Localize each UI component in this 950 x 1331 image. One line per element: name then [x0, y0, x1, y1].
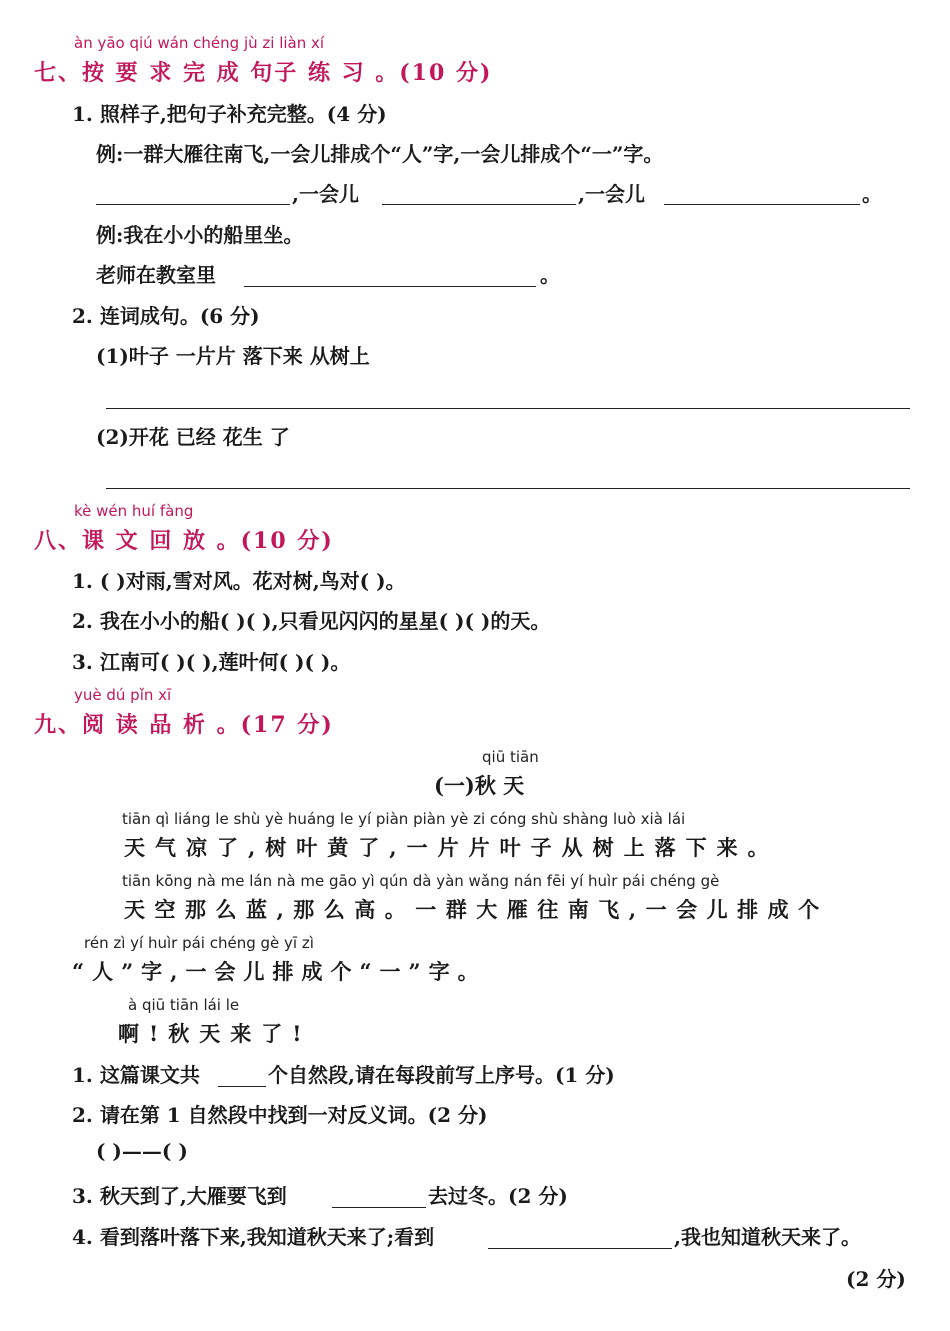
- sec7-q2-1: (1)叶子 一片片 落下来 从树上: [96, 344, 370, 368]
- passage-p4: 啊!秋天来了!: [118, 1021, 312, 1046]
- passage-title: (一)秋 天: [434, 773, 525, 798]
- fill-blank-1[interactable]: [96, 204, 290, 205]
- passage-p3-pinyin: rén zì yí huìr pái chéng gè yī zì: [84, 934, 314, 952]
- fill1-connector-b: ,一会儿: [578, 182, 645, 206]
- fill-blank-paragraph-count[interactable]: [218, 1086, 266, 1087]
- sec9-q4-a: 4. 看到落叶落下来,我知道秋天来了;看到: [72, 1225, 435, 1249]
- sec8-q2: 2. 我在小小的船( )( ),只看见闪闪的星星( )( )的天。: [72, 609, 551, 633]
- answer-line-2[interactable]: [106, 488, 910, 489]
- sec8-pinyin: kè wén huí fàng: [74, 502, 194, 520]
- sec9-q3-b: 去过冬。(2 分): [428, 1184, 568, 1208]
- fill-blank-4[interactable]: [244, 286, 536, 287]
- sec7-q1: 1. 照样子,把句子补充完整。(4 分): [72, 102, 387, 126]
- sec9-q2-pair: ( )——( ): [96, 1139, 188, 1163]
- sec7-example-1: 例:一群大雁往南飞,一会儿排成个“人”字,一会儿排成个“一”字。: [96, 142, 664, 166]
- fill2-end: 。: [540, 263, 560, 287]
- sec9-q4-b: ,我也知道秋天来了。: [674, 1225, 861, 1249]
- passage-title-pinyin: qiū tiān: [482, 748, 539, 766]
- fill1-connector-a: ,一会儿: [292, 182, 359, 206]
- sec8-title: 八、课 文 回 放 。(10 分): [34, 528, 334, 554]
- sec8-q1: 1. ( )对雨,雪对风。花对树,鸟对( )。: [72, 569, 406, 593]
- fill-blank-2[interactable]: [382, 204, 576, 205]
- sec7-q2-2: (2)开花 已经 花生 了: [96, 425, 290, 449]
- sec9-q1-b: 个自然段,请在每段前写上序号。(1 分): [268, 1063, 615, 1087]
- passage-p4-pinyin: à qiū tiān lái le: [128, 996, 240, 1014]
- fill-blank-autumn-sign[interactable]: [488, 1248, 672, 1249]
- sec9-title: 九、阅 读 品 析 。(17 分): [34, 712, 334, 738]
- sec7-pinyin: àn yāo qiú wán chéng jù zi liàn xí: [74, 34, 325, 52]
- sec7-q2: 2. 连词成句。(6 分): [72, 304, 260, 328]
- sec8-q3: 3. 江南可( )( ),莲叶何( )( )。: [72, 650, 351, 674]
- sec7-title: 七、按 要 求 完 成 句子 练 习 。(10 分): [34, 60, 493, 86]
- fill-blank-3[interactable]: [664, 204, 860, 205]
- sec9-pinyin: yuè dú pǐn xī: [74, 686, 172, 704]
- passage-p2-pinyin: tiān kōng nà me lán nà me gāo yì qún dà yàn wǎng nán fēi yí huìr pái chéng gè: [122, 872, 720, 890]
- passage-p3: “人”字,一会儿排成个“一”字。: [72, 959, 487, 984]
- sec9-q2: 2. 请在第 1 自然段中找到一对反义词。(2 分): [72, 1103, 488, 1127]
- sec9-q3-a: 3. 秋天到了,大雁要飞到: [72, 1184, 287, 1208]
- passage-p1: 天气凉了,树叶黄了,一片片叶子从树上落下来。: [124, 835, 779, 860]
- sec7-example-2: 例:我在小小的船里坐。: [96, 223, 304, 247]
- passage-p2: 天空那么蓝,那么高。一群大雁往南飞,一会儿排成个: [124, 897, 829, 922]
- sec9-q1-a: 1. 这篇课文共: [72, 1063, 200, 1087]
- fill2-start: 老师在教室里: [96, 263, 216, 287]
- fill1-end: 。: [862, 182, 882, 206]
- answer-line-1[interactable]: [106, 408, 910, 409]
- fill-blank-destination[interactable]: [332, 1207, 426, 1208]
- passage-p1-pinyin: tiān qì liáng le shù yè huáng le yí piàn piàn yè zi cóng shù shàng luò xià lái: [122, 810, 686, 828]
- sec9-q4-score: (2 分): [846, 1267, 906, 1291]
